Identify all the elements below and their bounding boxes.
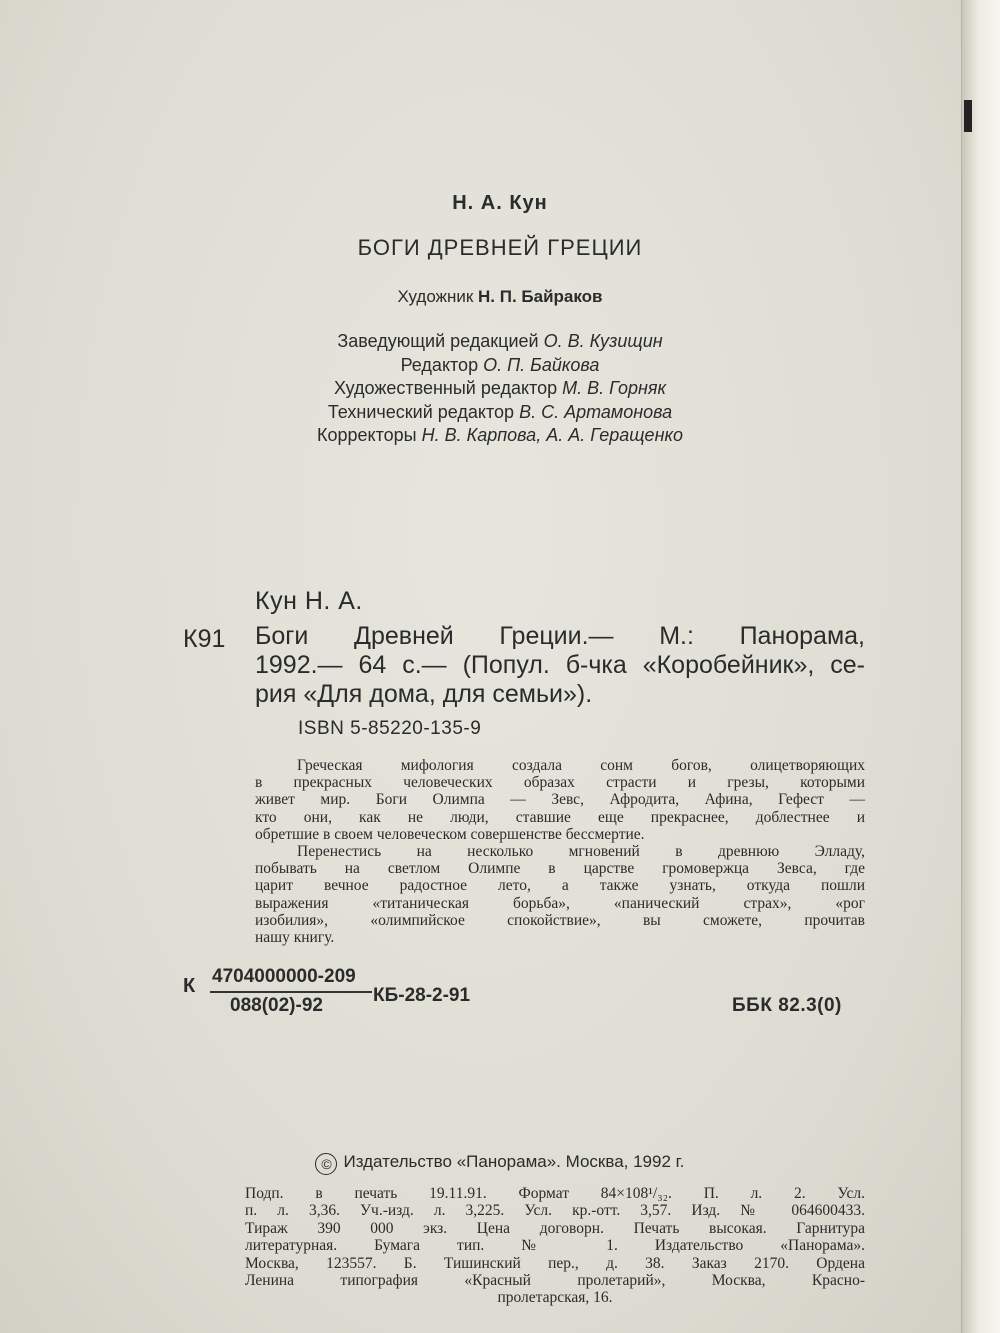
book-title: БОГИ ДРЕВНЕЙ ГРЕЦИИ (357, 235, 643, 260)
spine-mark (964, 100, 972, 132)
bbk-code: ББК 82.3(0) (732, 995, 842, 1016)
annotation-line: выражения «титаническая борьба», «панический страх», «рог (255, 894, 865, 912)
credit-role: Заведующий редакцией (337, 331, 539, 351)
credit-line (0, 401, 1000, 425)
editorial-credits (0, 330, 1000, 448)
annotation-line: нашу книгу. (255, 929, 335, 947)
fraction-rule (210, 991, 372, 993)
credit-name: В. С. Артамонова (519, 401, 673, 422)
catalog-line: Боги Древней Греции.— М.: Панорама, (255, 622, 865, 650)
index-denominator: 088(02)-92 (230, 995, 323, 1016)
credit-role: Редактор (400, 354, 479, 375)
catalog-author: Кун Н. А. (255, 587, 363, 615)
annotation-line: царит вечное радостное лето, а также узнать, откуда пошли (255, 877, 865, 895)
index-letter: К (183, 975, 196, 997)
catalog-description (255, 622, 865, 709)
catalog-line: 1992.— 64 с.— (Попул. б-чка «Коробейник», се- (255, 651, 865, 679)
copyright-text: Издательство «Панорама». Москва, 1992 г. (343, 1152, 685, 1171)
credit-name: О. В. Кузищин (543, 331, 663, 351)
credit-name: Н. В. Карпова, А. А. Геращенко (421, 425, 683, 445)
credit-role: Технический редактор (327, 401, 515, 422)
copyright-icon: © (315, 1153, 337, 1175)
annotation-line: обретшие в своем человеческом совершенстве бессмертие. (255, 825, 645, 843)
artist-label: Художник (397, 287, 474, 306)
artist-credit (0, 287, 1000, 307)
annotation-line: изобилия», «олимпийское спокойствие», вы сможете, прочитав (255, 911, 865, 929)
imprint-line: пролетарская, 16. (497, 1289, 613, 1307)
imprint-line: Тираж 390 000 экз. Цена договорн. Печать высокая. Гарнитура (245, 1219, 865, 1237)
annotation (255, 757, 865, 946)
credit-line (0, 354, 1000, 378)
isbn: ISBN 5-85220-135-9 (298, 718, 482, 739)
credit-name: М. В. Горняк (562, 378, 666, 398)
catalog-line: рия «Для дома, для семьи»). (255, 680, 593, 708)
credit-name: О. П. Байкова (483, 354, 600, 375)
index-numerator: 4704000000-209 (212, 966, 356, 987)
annotation-line: Перенестись на несколько мгновений в древнюю Элладу, (297, 843, 865, 861)
annotation-line: кто они, как не люди, ставшие еще прекраснее, доблестнее и (255, 808, 865, 826)
credit-line (0, 377, 1000, 401)
credit-line (0, 424, 1000, 448)
imprint-line: Москва, 123557. Б. Тишинский пер., д. 38. Заказ 2170. Ордена (245, 1254, 865, 1272)
imprint-line: Ленина типография «Красный пролетарий», Москва, Красно- (245, 1272, 865, 1290)
credit-line (0, 330, 1000, 354)
imprint-line: литературная. Бумага тип. № 1. Издательство «Панорама». (245, 1237, 865, 1255)
index-code: КБ-28-2-91 (373, 985, 471, 1006)
annotation-line: живет мир. Боги Олимпа — Зевс, Афродита, Афина, Гефест — (255, 791, 865, 809)
title-author: Н. А. Кун (452, 192, 548, 214)
credit-role: Корректоры (317, 425, 417, 445)
annotation-line: Греческая мифология создала сонм богов, олицетворяющих (297, 757, 865, 774)
annotation-line: побывать на светлом Олимпе в царстве громовержца Зевса, где (255, 860, 865, 878)
imprint-line: п. л. 3,36. Уч.-изд. л. 3,225. Усл. кр.-отт. 3,57. Изд. № 064600433. (245, 1202, 865, 1220)
catalog-code: К91 (183, 625, 226, 653)
annotation-line: в прекрасных человеческих образах страсти и грезы, которыми (255, 774, 865, 792)
imprint-line: Подп. в печать 19.11.91. Формат 84×108¹/₃₂. П. л. 2. Усл. (245, 1185, 865, 1202)
artist-name: Н. П. Байраков (478, 287, 603, 306)
imprint (245, 1185, 865, 1307)
copyright-line (0, 1152, 1000, 1175)
credit-role: Художественный редактор (334, 378, 558, 398)
